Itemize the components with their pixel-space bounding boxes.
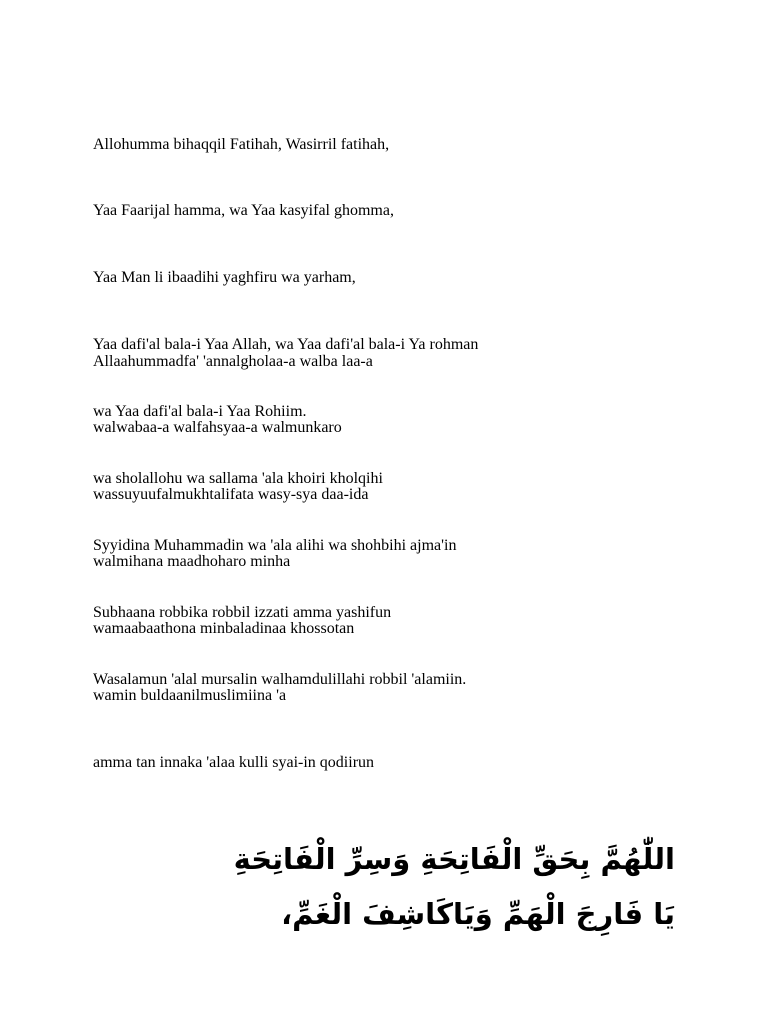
text-line: Allohumma bihaqqil Fatihah, Wasirril fatihah, xyxy=(93,135,390,153)
text-line: walmihana maadhoharo minha xyxy=(93,553,291,571)
text-line: amma tan innaka 'alaa kulli syai-in qodiirun xyxy=(93,753,375,771)
text-line: Yaa Faarijal hamma, wa Yaa kasyifal ghomma, xyxy=(93,202,394,220)
arabic-prayer-text xyxy=(75,832,675,942)
arabic-line: يَا فَارِجَ الْهَمِّ وَيَاكَاشِفَ الْغَمِّ، xyxy=(281,897,675,931)
text-line: Subhaana robbika robbil izzati amma yashifun xyxy=(93,603,392,621)
text-line: wa Yaa dafi'al bala-i Yaa Rohiim. xyxy=(93,403,307,421)
text-line: wamaabaathona minbaladinaa khossotan xyxy=(93,620,355,638)
text-line: Yaa Man li ibaadihi yaghfiru wa yarham, xyxy=(93,269,356,287)
text-line: walwabaa-a walfahsyaa-a walmunkaro xyxy=(93,419,342,437)
text-line: wa sholallohu wa sallama 'ala khoiri kholqihi xyxy=(93,470,383,488)
text-line: wassuyuufalmukhtalifata wasy-sya daa-ida xyxy=(93,486,369,504)
text-line: Allaahummadfa' 'annalgholaa-a walba laa-a xyxy=(93,352,373,370)
text-line: wamin buldaanilmuslimiina 'a xyxy=(93,687,287,705)
text-line: Syyidina Muhammadin wa 'ala alihi wa shohbihi ajma'in xyxy=(93,536,457,554)
text-line: Yaa dafi'al bala-i Yaa Allah, wa Yaa dafi'al bala-i Ya rohman xyxy=(93,336,479,354)
transliteration-paragraph-2 xyxy=(93,306,374,819)
arabic-line: اللّٰهُمَّ بِحَقِّ الْفَاتِحَةِ وَسِرِّ الْفَاتِحَةِ xyxy=(233,842,675,876)
text-line: Wasalamun 'alal mursalin walhamdulillahi robbil 'alamiin. xyxy=(93,670,467,688)
